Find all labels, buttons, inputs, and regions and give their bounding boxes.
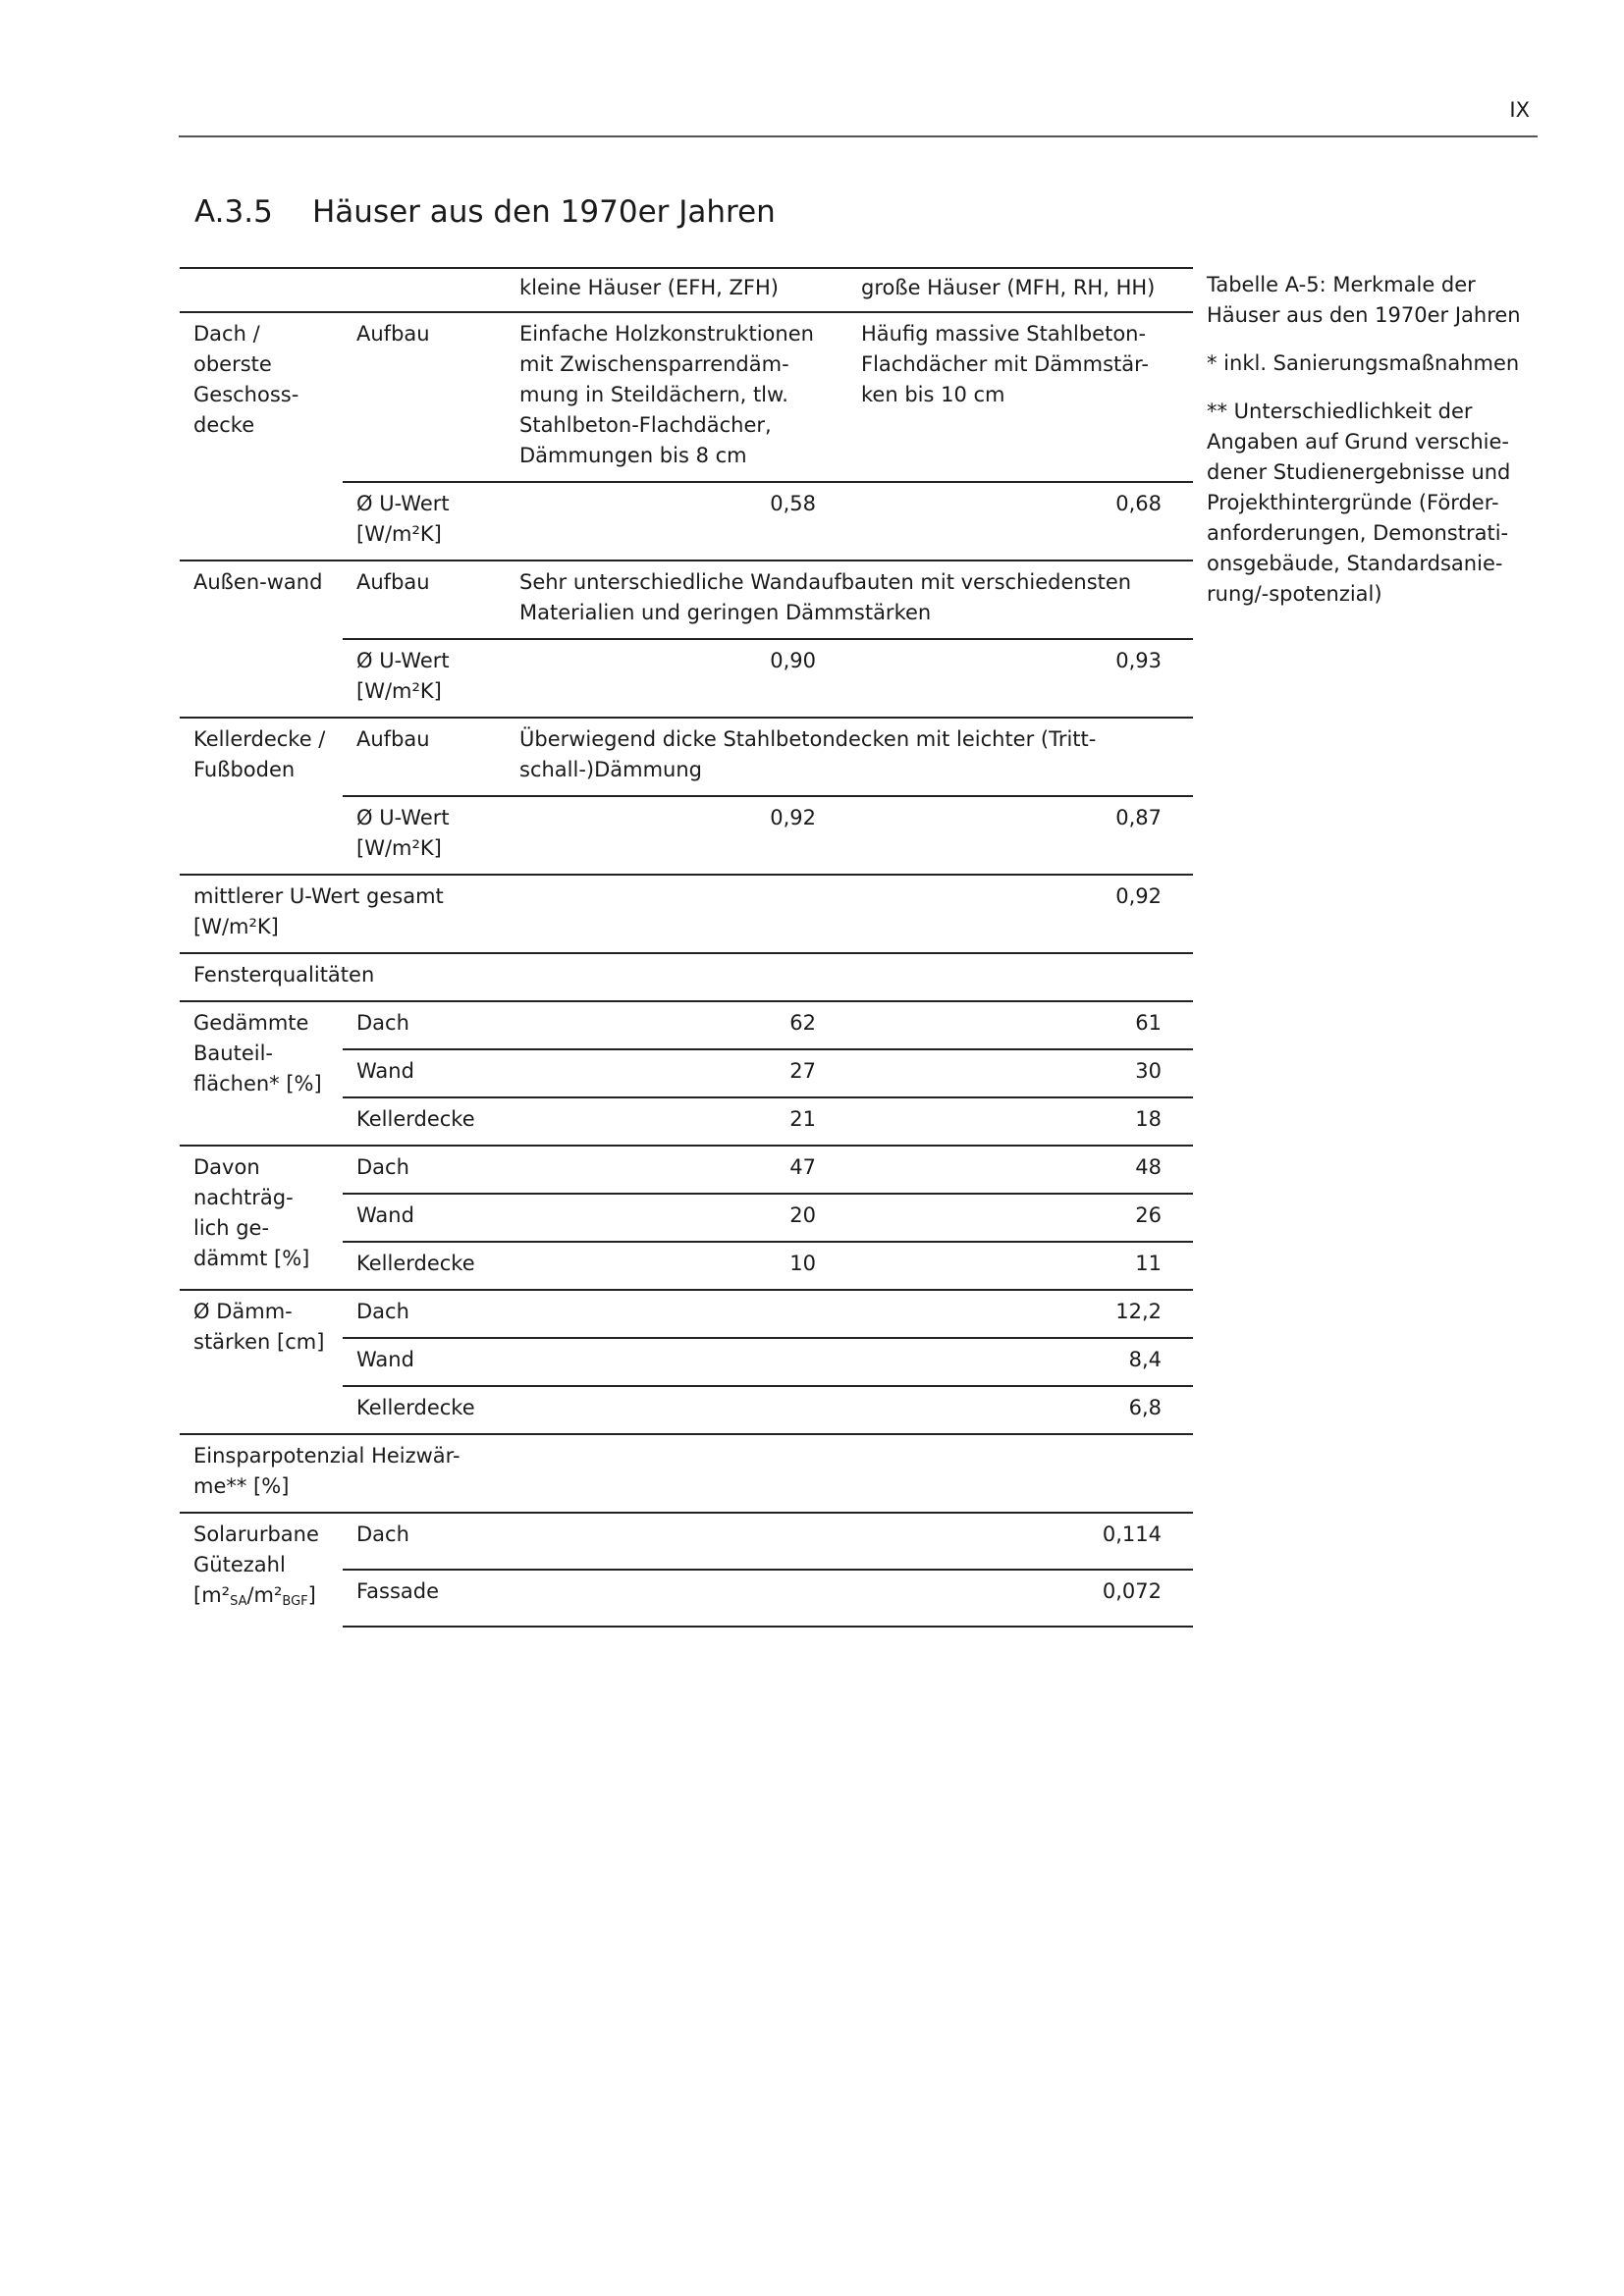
cell-value: 20 (506, 1194, 847, 1242)
cell-label: Dach (343, 1001, 506, 1049)
cell-label: Dach (343, 1513, 506, 1570)
cell-value: 0,58 (506, 482, 847, 561)
table-row (180, 1290, 1193, 1338)
caption-title: Tabelle A-5: Merkmale der Häuser aus den 1970er Jahren (1207, 273, 1521, 327)
cell-label: Wand (343, 1194, 506, 1242)
row-label-floor: Kellerdecke / Fußboden (180, 718, 343, 875)
col-header-large: große Häuser (MFH, RH, HH) (847, 268, 1193, 312)
cell-label: Ø U-Wert [W/m²K] (343, 796, 506, 875)
cell-label: Kellerdecke (343, 1097, 506, 1146)
table-row (180, 1146, 1193, 1194)
table-row (180, 561, 1193, 639)
cell-value: 30 (847, 1049, 1193, 1097)
cell-value: 8,4 (847, 1338, 1193, 1386)
cell-value: 6,8 (847, 1386, 1193, 1434)
section-heading (194, 194, 776, 230)
cell-value: 61 (847, 1001, 1193, 1049)
table-row (180, 312, 1193, 482)
cell-value: 0,93 (847, 639, 1193, 718)
cell-value: 0,072 (847, 1570, 1193, 1627)
table-header-row (180, 268, 1193, 312)
row-label-roof: Dach / oberste Geschoss-decke (180, 312, 343, 561)
table-row (180, 953, 1193, 1001)
cell-value: Überwiegend dicke Stahlbetondecken mit leichter (Tritt-schall-)Dämmung (506, 718, 1193, 796)
cell-value: Häufig massive Stahlbeton-Flachdächer mit Dämmstär-ken bis 10 cm (847, 312, 1193, 482)
col-header-small: kleine Häuser (EFH, ZFH) (506, 268, 847, 312)
cell-value: 0,87 (847, 796, 1193, 875)
table-row (180, 875, 1193, 953)
cell-value: 18 (847, 1097, 1193, 1146)
characteristics-table (180, 267, 1193, 1628)
table-row (180, 1513, 1193, 1570)
cell-label: Wand (343, 1049, 506, 1097)
row-label-savings: Einsparpotenzial Heizwär-me** [%] (180, 1434, 506, 1513)
solar-label: Solarurbane Gütezahl (193, 1522, 319, 1576)
cell-label: Aufbau (343, 718, 506, 796)
cell-value: Sehr unterschiedliche Wandaufbauten mit verschiedensten Materialien und geringen Dämmstärken (506, 561, 1193, 639)
row-label-retrofit: Davon nachträg-lich ge-dämmt [%] (180, 1146, 343, 1290)
cell-label: Kellerdecke (343, 1242, 506, 1290)
cell-value: 0,90 (506, 639, 847, 718)
cell-value: 0,92 (847, 875, 1193, 953)
caption-note-2: ** Unterschiedlichkeit der Angaben auf Grund verschie-dener Studienergebnisse und Projekthintergründe (Förder-anforderungen, Demonstrati-onsgebäude, Standardsanie-rung/-spotenzial) (1207, 400, 1511, 606)
row-label-insulated: Gedämmte Bauteil-flächen* [%] (180, 1001, 343, 1146)
cell-label: Fassade (343, 1570, 506, 1627)
cell-value: Einfache Holzkonstruktionen mit Zwischensparrendäm-mung in Steildächern, tlw. Stahlbeton-Flachdächer, Dämmungen bis 8 cm (506, 312, 847, 482)
table-row (180, 1001, 1193, 1049)
header-rule (179, 135, 1538, 137)
cell-value: 0,68 (847, 482, 1193, 561)
caption-note-1: * inkl. Sanierungsmaßnahmen (1207, 351, 1520, 375)
solar-unit: $[m^2_{SA}/m^2_{BGF}]$ (193, 1583, 316, 1609)
table-row (180, 1434, 1193, 1513)
row-label-mean-u: mittlerer U-Wert gesamt [W/m²K] (180, 875, 506, 953)
cell-value: 27 (506, 1049, 847, 1097)
cell-value: 11 (847, 1242, 1193, 1290)
cell-value: 0,114 (847, 1513, 1193, 1570)
cell-label: Ø U-Wert [W/m²K] (343, 482, 506, 561)
cell-label: Kellerdecke (343, 1386, 506, 1434)
section-number: A.3.5 (194, 194, 273, 230)
row-label-wall: Außen-wand (180, 561, 343, 718)
cell-value: 62 (506, 1001, 847, 1049)
cell-label: Dach (343, 1290, 506, 1338)
row-label-windows: Fensterqualitäten (180, 953, 506, 1001)
cell-value: 47 (506, 1146, 847, 1194)
row-label-solar (180, 1513, 343, 1627)
page-number: IX (1509, 98, 1530, 122)
cell-value: 48 (847, 1146, 1193, 1194)
cell-label: Aufbau (343, 561, 506, 639)
cell-value: 10 (506, 1242, 847, 1290)
table-row (180, 718, 1193, 796)
cell-value: 12,2 (847, 1290, 1193, 1338)
cell-label: Dach (343, 1146, 506, 1194)
cell-value: 0,92 (506, 796, 847, 875)
cell-value: 26 (847, 1194, 1193, 1242)
cell-label: Aufbau (343, 312, 506, 482)
table-caption (1207, 270, 1531, 627)
row-label-thickness: Ø Dämm-stärken [cm] (180, 1290, 343, 1434)
cell-value: 21 (506, 1097, 847, 1146)
cell-label: Ø U-Wert [W/m²K] (343, 639, 506, 718)
section-title: Häuser aus den 1970er Jahren (312, 194, 776, 230)
cell-label: Wand (343, 1338, 506, 1386)
